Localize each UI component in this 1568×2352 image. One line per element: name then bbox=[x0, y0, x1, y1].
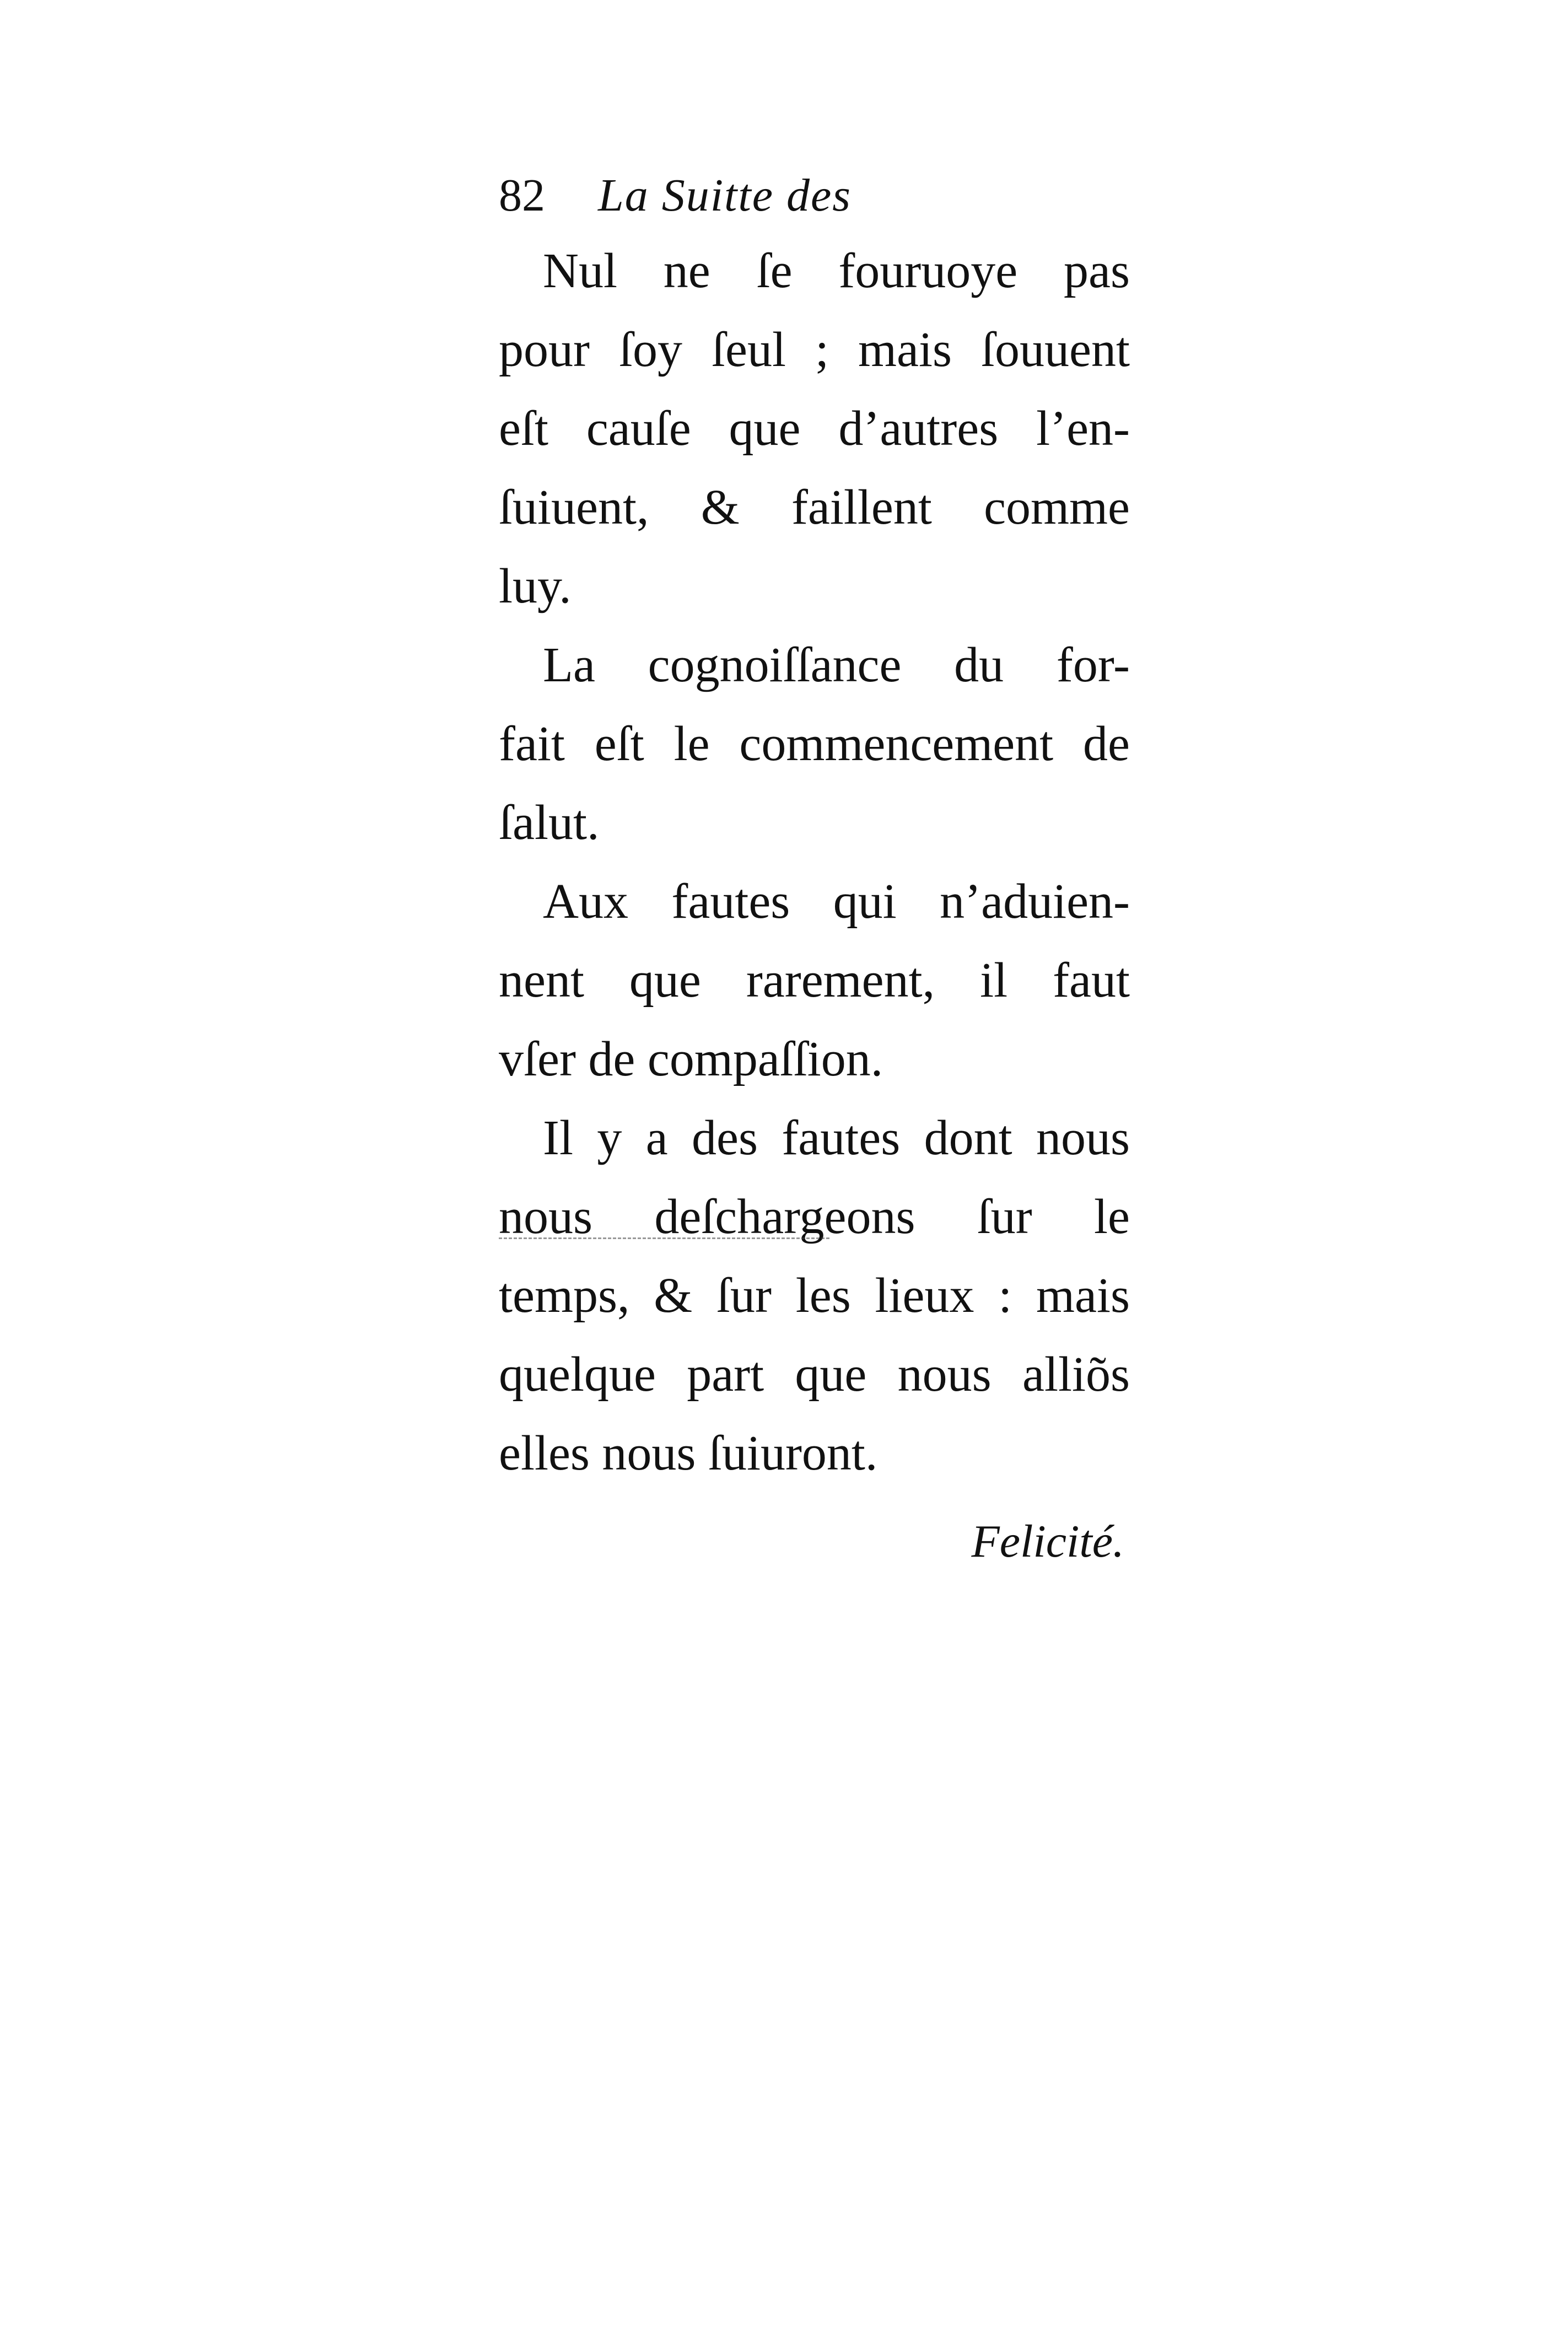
footer-rule bbox=[499, 1237, 829, 1239]
text-line: Nul ne ſe fouruoye pas bbox=[543, 244, 1130, 298]
text-block bbox=[499, 160, 1130, 1578]
text-line: elles nous ſuiuront. bbox=[499, 1426, 878, 1481]
text-line: luy. bbox=[499, 559, 572, 613]
text-line: Aux fautes qui n’aduien- bbox=[543, 874, 1130, 929]
text-line: eſt cauſe que d’autres l’en- bbox=[499, 401, 1130, 456]
page-number: 82 bbox=[499, 170, 545, 221]
text-line: ſalut. bbox=[499, 795, 600, 850]
paragraph-3 bbox=[499, 862, 1130, 1099]
text-line: nent que rarement, il faut bbox=[499, 953, 1130, 1008]
catchword: Felicité. bbox=[971, 1516, 1124, 1567]
text-line: fait eſt le commencement de bbox=[499, 717, 1130, 771]
text-line: nous deſchargeons ſur le bbox=[499, 1190, 1130, 1244]
text-line: La cognoiſſance du for- bbox=[543, 638, 1130, 692]
paragraph-2 bbox=[499, 626, 1130, 862]
running-title: La Suitte des bbox=[598, 170, 852, 221]
text-line: pour ſoy ſeul ; mais ſouuent bbox=[499, 322, 1130, 377]
running-head bbox=[499, 160, 1130, 232]
text-line: temps, & ſur les lieux : mais bbox=[499, 1268, 1130, 1323]
text-line: Il y a des fautes dont nous bbox=[543, 1111, 1130, 1165]
text-line: vſer de compaſſion. bbox=[499, 1032, 883, 1086]
paragraph-4 bbox=[499, 1099, 1130, 1493]
text-line: ſuiuent, & faillent comme bbox=[499, 480, 1130, 535]
paragraph-1 bbox=[499, 232, 1130, 626]
catchword-row bbox=[499, 1506, 1130, 1578]
text-line: quelque part que nous alliõs bbox=[499, 1347, 1130, 1402]
